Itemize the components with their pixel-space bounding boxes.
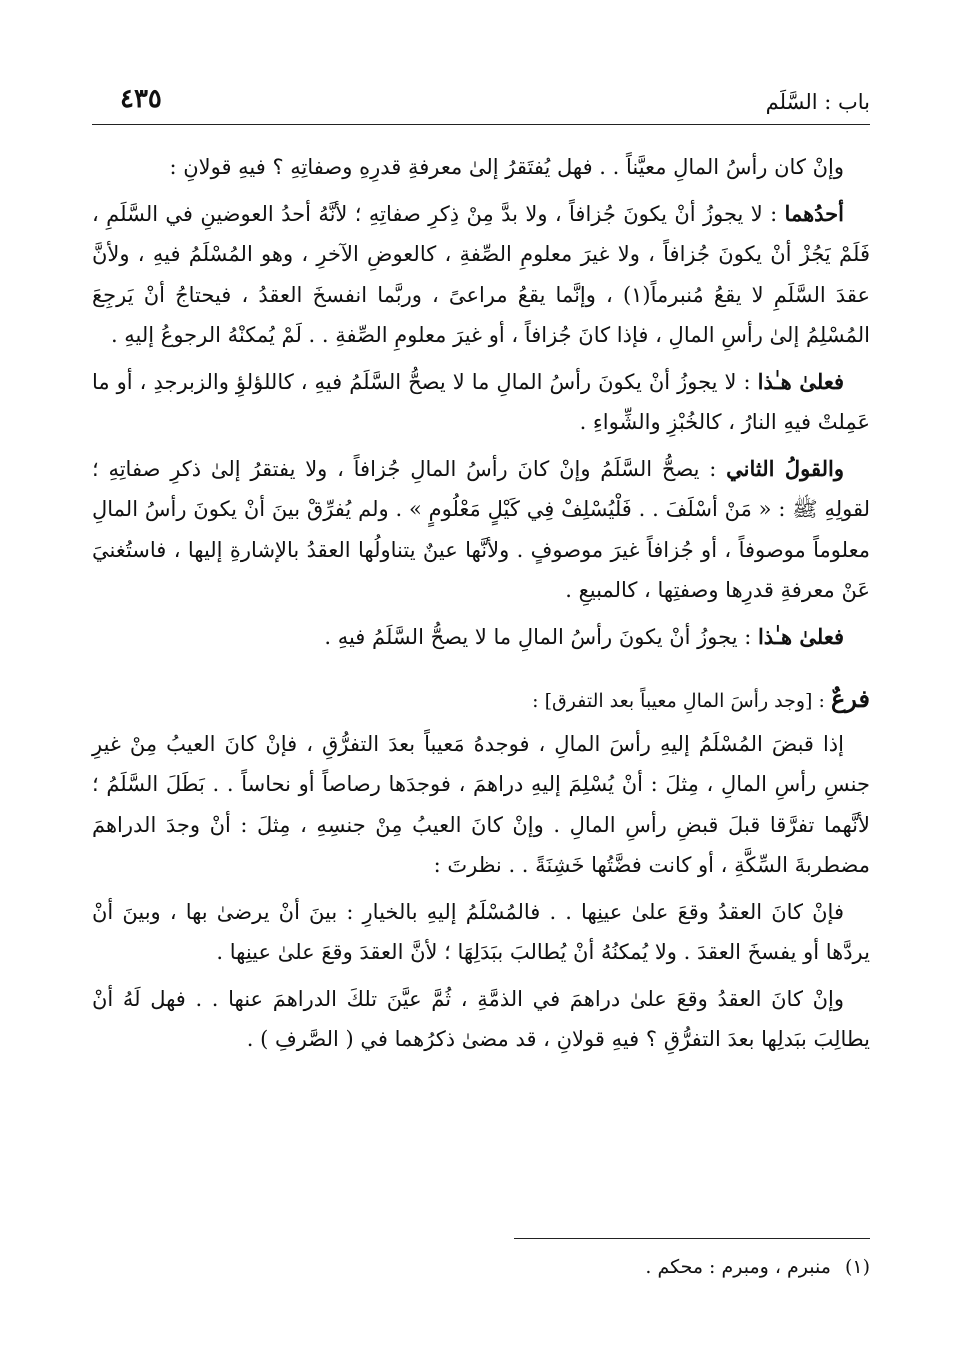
paragraph-text: : لا يجوزُ أنْ يكونَ رأسُ المالِ ما لا يصحُّ السَّلَمُ فيهِ ، كاللؤلؤِ والزبرجدِ ، أو ما عَمِلتْ فيهِ النارُ ، كالخُبْزِ والشِّواءِ .	[92, 369, 870, 434]
branch-heading	[92, 679, 870, 722]
paragraph-text: : لا يجوزُ أنْ يكونَ جُزافاً ، ولا بدَّ مِنْ ذِكرِ صفاتِهِ ؛ لأنَّهُ أحدُ العوضينِ في السَّلَمِ ، فَلَمْ يَجُزْ أنْ يكونَ جُزافاً ، ولا غيرَ معلومِ الصِّفةِ ، كالعوضِ الآخرِ ، وهو المُسْلَمُ فيهِ ، ولأنَّ عقدَ السَّلَمِ لا يقعُ مُنبرماً(١) ، وإنَّما يقعُ مراعىً ، وربَّما انفسخَ العقدُ ، فيحتاجُ أنْ يَرجِعَ المُسْلِمُ إلىٰ رأسِ المالِ ، فإذا كانَ جُزافاً ، أو غيرَ معلومِ الصِّفةِ . . لَمْ يُمكنْهُ الرجوعُ إليهِ .	[92, 201, 870, 347]
paragraph-lead: فعلىٰ هـٰذا	[757, 368, 844, 394]
paragraph	[92, 362, 870, 443]
branch-note: : [وجد رأسَ المالِ معيباً بعد التفرق] :	[532, 690, 831, 712]
paragraph	[92, 979, 870, 1060]
main-text	[92, 147, 870, 1060]
chapter-title: باب : السَّلَم	[765, 90, 870, 114]
paragraph	[92, 724, 870, 886]
paragraph-text: فإنْ كانَ العقدُ وقعَ علىٰ عينِها . . فالمُسْلَمُ إليهِ بالخيارِ : بينَ أنْ يرضىٰ بها ، وبينَ أنْ يردَّها أو يفسخَ العقدَ . ولا يُمكنُهُ أنْ يُطالبَ ببَدَلِهَا ؛ لأنَّ العقدَ وقعَ علىٰ عينِها .	[92, 899, 870, 964]
running-header	[92, 80, 870, 125]
paragraph-lead: فعلىٰ هـٰذا	[757, 623, 844, 649]
paragraph	[92, 147, 870, 188]
footnote	[92, 1256, 870, 1278]
paragraph-lead: أحدُهما	[784, 200, 844, 226]
paragraph	[92, 892, 870, 973]
paragraph-text: : يصحُّ السَّلَمُ وإنْ كانَ رأسُ المالِ جُزافاً ، ولا يفتقرُ إلىٰ ذكرِ صفاتِهِ ؛ لقولِهِ ﷺ : « مَنْ أسْلَفَ . . فَلْيُسْلِفْ فِي كَيْلٍ مَعْلُومٍ » . ولم يُفرِّقْ بينَ أنْ يكونَ رأسُ المالِ معلوماً موصوفاً ، أو جُزافاً غيرَ موصوفٍ . ولأنَّها عينٌ يتناولُها العقدُ بالإشارةِ إليها ، فاستُغنيَ عَنْ معرفةِ قدرِها وصفتِها ، كالمبيعِ .	[92, 456, 870, 602]
paragraph-text: : يجوزُ أنْ يكونَ رأسُ المالِ ما لا يصحُّ السَّلَمُ فيهِ .	[324, 624, 758, 649]
footnote-text: منبرم ، ومبرم : محكم .	[645, 1256, 831, 1278]
paragraph	[92, 194, 870, 356]
footnote-divider	[514, 1238, 870, 1239]
paragraph	[92, 617, 870, 658]
paragraph	[92, 449, 870, 611]
paragraph-text: وإنْ كان رأسُ المالِ معيَّناً . . فهل يُفتَقرُ إلىٰ معرفةِ قدرِهِ وصفاتِهِ ؟ فيهِ قولانِ :	[169, 155, 844, 179]
book-page	[92, 80, 870, 1320]
branch-lead: فرعٌ	[830, 684, 870, 713]
paragraph-lead: والقولُ الثاني	[726, 455, 845, 481]
paragraph-text: وإنْ كانَ العقدُ وقعَ علىٰ دراهمَ في الذمَّةِ ، ثُمَّ عيَّنَ تلكَ الدراهمَ عنها . . فهل لَهُ أنْ يطالِبَ ببَدلِها بعدَ التفرُّقِ ؟ فيهِ قولانِ ، قد مضىٰ ذكرُهما في ( الصَّرفِ ) .	[92, 986, 870, 1051]
paragraph-text: إذا قبضَ المُسْلَمُ إليهِ رأسَ المالِ ، فوجدهُ مَعيباً بعدَ التفرُّقِ ، فإنْ كانَ العيبُ مِنْ غيرِ جنسِ رأسِ المالِ ، مِثلَ : أنْ يُسْلِمَ إليهِ دراهمَ ، فوجدَها رصاصاً أو نحاساً . . بَطَلَ السَّلَمُ ؛ لأنَّهما تفرَّقا قبلَ قبضِ رأسِ المالِ . وإنْ كانَ العيبُ مِنْ جنسِهِ ، مِثلَ : أنْ وجدَ الدراهمَ مضطربةَ السِّكَّةِ ، أو كانت فضَّتُها خَشِنَةً . . نظرتَ :	[92, 731, 870, 877]
page-number: ٤٣٥	[120, 84, 162, 114]
footnote-marker: (١)	[844, 1256, 870, 1278]
